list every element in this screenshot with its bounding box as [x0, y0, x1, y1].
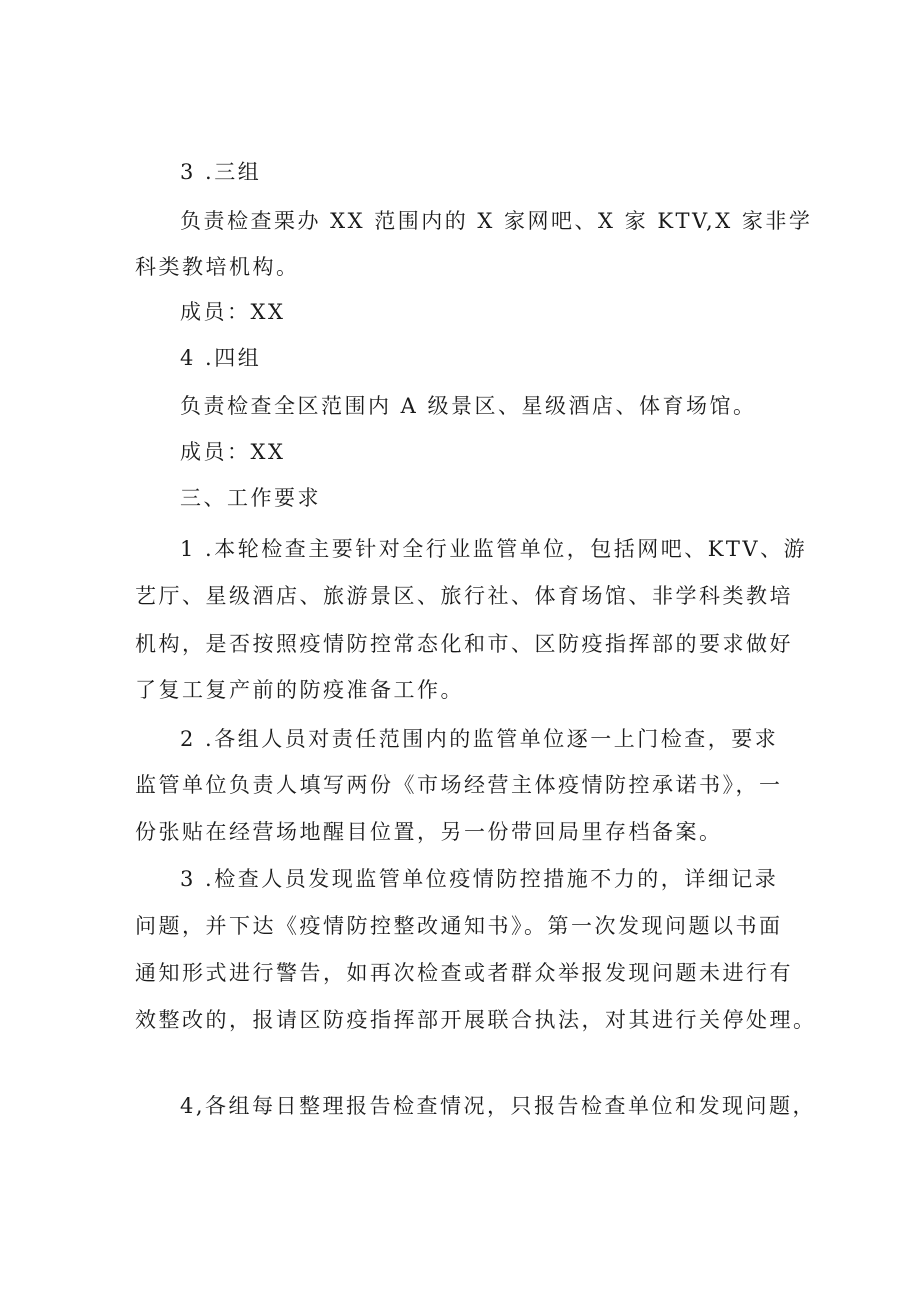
req1-line-1: 1 .本轮检查主要针对全行业监管单位，包括网吧、KTV、游 — [180, 537, 808, 561]
group3-duty-line-1: 负责检查栗办 XX 范围内的 X 家网吧、X 家 KTV,X 家非学 — [180, 209, 813, 233]
section3-heading: 三、工作要求 — [180, 486, 321, 510]
req2-line-1: 2 .各组人员对责任范围内的监管单位逐一上门检查，要求 — [180, 727, 779, 751]
group4-heading: 4 .四组 — [180, 346, 262, 370]
group3-heading: 3 .三组 — [180, 160, 262, 184]
req2-line-3: 份张贴在经营场地醒目位置，另一份带回局里存档备案。 — [135, 820, 723, 844]
group3-duty-line-2: 科类教培机构。 — [135, 255, 300, 279]
req3-line-2: 问题，并下达《疫情防控整改通知书》。第一次发现问题以书面 — [135, 914, 783, 938]
group4-members: 成员：XX — [180, 440, 286, 464]
req2-line-2: 监管单位负责人填写两份《市场经营主体疫情防控承诺书》，一 — [135, 773, 783, 797]
group3-members: 成员：XX — [180, 300, 286, 324]
group4-duty: 负责检查全区范围内 A 级景区、星级酒店、体育场馆。 — [180, 394, 757, 418]
req1-line-3: 机构，是否按照疫情防控常态化和市、区防疫指挥部的要求做好 — [135, 632, 793, 656]
req3-line-4: 效整改的，报请区防疫指挥部开展联合执法，对其进行关停处理。 — [135, 1008, 817, 1032]
req1-line-2: 艺厅、星级酒店、旅游景区、旅行社、体育场馆、非学科类教培 — [135, 584, 793, 608]
req1-line-4: 了复工复产前的防疫准备工作。 — [135, 678, 464, 702]
req3-line-3: 通知形式进行警告，如再次检查或者群众举报发现问题未进行有 — [135, 961, 793, 985]
req4-line-1: 4,各组每日整理报告检查情况，只报告检查单位和发现问题， — [180, 1094, 817, 1118]
req3-line-1: 3 .检查人员发现监管单位疫情防控措施不力的，详细记录 — [180, 867, 779, 891]
